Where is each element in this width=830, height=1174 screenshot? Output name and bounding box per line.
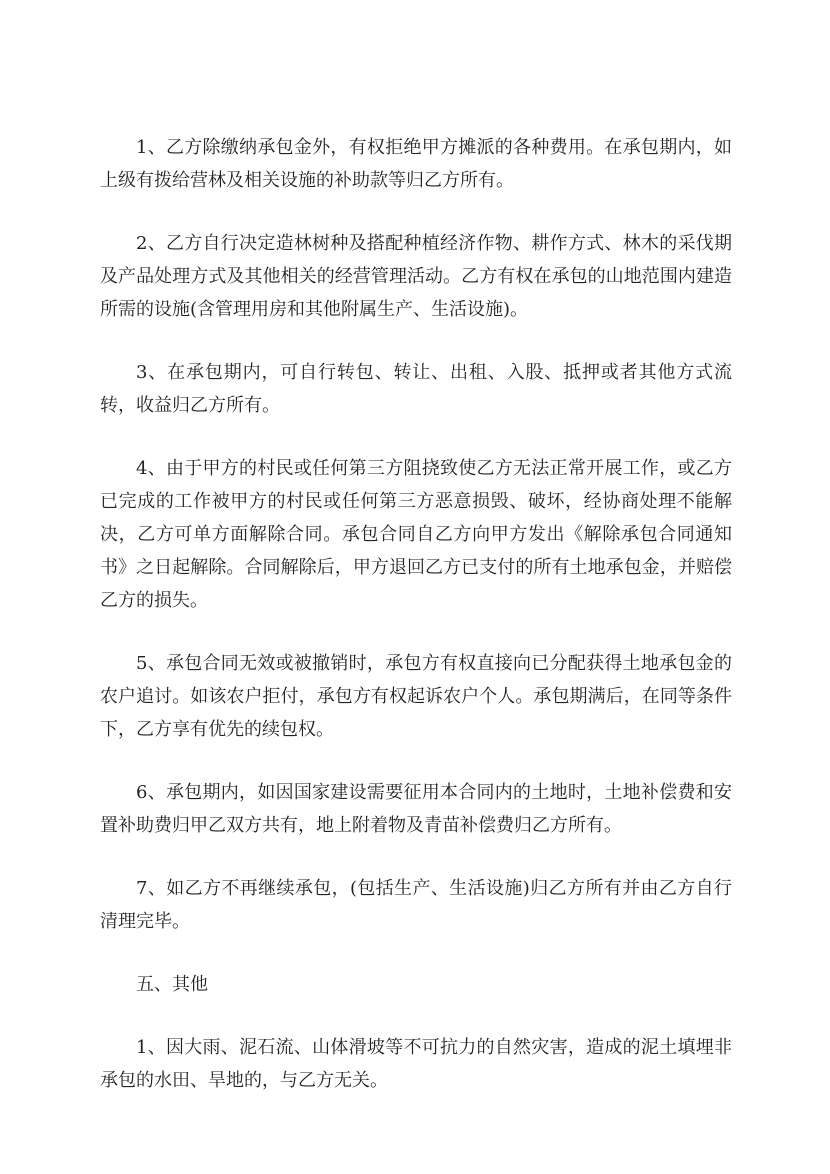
- clause-3: 3、在承包期内，可自行转包、转让、出租、入股、抵押或者其他方式流转，收益归乙方所有。: [100, 362, 732, 416]
- section-clause-1: 1、因大雨、泥石流、山体滑坡等不可抗力的自然灾害，造成的泥土填埋非承包的水田、旱地的，与乙方无关。: [100, 1037, 732, 1091]
- document-page: [100, 131, 732, 1127]
- clause-6: 6、承包期内，如因国家建设需要征用本合同内的土地时，土地补偿费和安置补助费归甲乙双方共有，地上附着物及青苗补偿费归乙方所有。: [100, 782, 732, 836]
- clause-1: 1、乙方除缴纳承包金外，有权拒绝甲方摊派的各种费用。在承包期内，如上级有拨给营林及相关设施的补助款等归乙方所有。: [100, 137, 732, 191]
- section-heading: 五、其他: [136, 974, 208, 995]
- clause-5: 5、承包合同无效或被撤销时，承包方有权直接向已分配获得土地承包金的农户追讨。如该农户拒付，承包方有权起诉农户个人。承包期满后，在同等条件下，乙方享有优先的续包权。: [100, 653, 732, 740]
- clause-2: 2、乙方自行决定造林树种及搭配种植经济作物、耕作方式、林木的采伐期及产品处理方式及其他相关的经营管理活动。乙方有权在承包的山地范围内建造所需的设施(含管理用房和其他附属生产、生活设施)。: [100, 233, 732, 320]
- clause-7: 7、如乙方不再继续承包，(包括生产、生活设施)归乙方所有并由乙方自行清理完毕。: [100, 878, 732, 932]
- clause-4: 4、由于甲方的村民或任何第三方阻挠致使乙方无法正常开展工作，或乙方已完成的工作被甲方的村民或任何第三方恶意损毁、破坏，经协商处理不能解决，乙方可单方面解除合同。承包合同自乙方向甲方发出《解除承包合同通知书》之日起解除。合同解除后，甲方退回乙方已支付的所有土地承包金，并赔偿乙方的损失。: [100, 458, 732, 611]
